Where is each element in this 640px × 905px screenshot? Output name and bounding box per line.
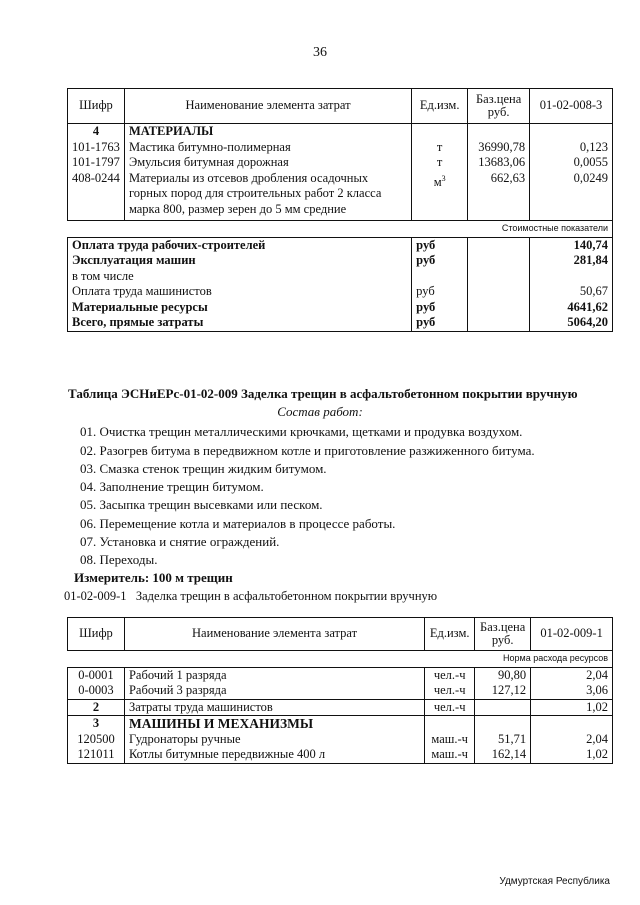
- work-item: 04. Заполнение трещин битумом.: [80, 479, 264, 494]
- table-row: [68, 732, 613, 748]
- work-item: 05. Засыпка трещин высевками или песком.: [80, 497, 323, 512]
- total-row: [68, 253, 613, 269]
- row-name: Мастика битумно-полимерная: [124, 140, 411, 156]
- total-value: 281,84: [530, 253, 613, 269]
- row-unit: т: [412, 140, 468, 156]
- row-value: 0,0055: [530, 155, 613, 171]
- page-number: 36: [313, 45, 327, 60]
- total-unit: руб: [412, 315, 468, 331]
- total-value: 140,74: [530, 237, 613, 253]
- works-title: Состав работ:: [277, 404, 363, 419]
- total-row: [68, 269, 613, 285]
- section-value: 1,02: [531, 699, 613, 716]
- row-name: Гудронаторы ручные: [124, 732, 424, 748]
- section-code: 3: [68, 716, 125, 732]
- meter: Измеритель: 100 м трещин: [74, 570, 233, 585]
- table-row: [68, 667, 613, 683]
- row-code: 0-0003: [68, 683, 125, 699]
- work-item: 07. Установка и снятие ограждений.: [80, 534, 280, 549]
- row-unit: маш.-ч: [425, 747, 475, 763]
- total-row: [68, 237, 613, 253]
- work-item: 02. Разогрев битума в передвижном котле и приготовление разжиженного битума.: [80, 443, 535, 458]
- table-header: [68, 618, 613, 651]
- section-row: [68, 716, 613, 732]
- work-item: 01. Очистка трещин металлическими крючками, щетками и продувка воздухом.: [80, 424, 523, 439]
- section-unit: чел.-ч: [425, 699, 475, 716]
- resource-table-01-02-009-1: [67, 617, 613, 764]
- row-price: 36990,78: [468, 140, 530, 156]
- table-row: [68, 683, 613, 699]
- row-value: 2,04: [531, 667, 613, 683]
- total-unit: руб: [412, 237, 468, 253]
- row-code: 120500: [68, 732, 125, 748]
- work-item: 06. Перемещение котла и материалов в процессе работы.: [80, 516, 396, 531]
- header-unit: Ед.изм.: [425, 618, 475, 651]
- section-code: 4: [68, 124, 125, 140]
- row-price: 127,12: [475, 683, 531, 699]
- total-row: [68, 300, 613, 316]
- table-header: [68, 89, 613, 124]
- section-name: Затраты труда машинистов: [124, 699, 424, 716]
- row-name: Материалы из отсевов дробления осадочных горных пород для строительных работ 2 класса марка 800, размер зерен до 5 мм средние: [124, 171, 411, 221]
- row-name: Эмульсия битумная дорожная: [124, 155, 411, 171]
- row-value: 0,0249: [530, 171, 613, 221]
- work-item: 03. Смазка стенок трещин жидким битумом.: [80, 461, 327, 476]
- cost-label-row: [68, 221, 613, 238]
- work-item: 08. Переходы.: [80, 552, 158, 567]
- total-unit: руб: [412, 300, 468, 316]
- row-name: Котлы битумные передвижные 400 л: [124, 747, 424, 763]
- resource-table-01-02-008-3: [67, 88, 613, 332]
- row-unit: маш.-ч: [425, 732, 475, 748]
- header-unit: Ед.изм.: [412, 89, 468, 124]
- code-line: 01-02-009-1 Заделка трещин в асфальтобетонном покрытии вручную: [64, 589, 438, 603]
- row-value: 3,06: [531, 683, 613, 699]
- row-name: Рабочий 1 разряда: [124, 667, 424, 683]
- row-code: 101-1797: [68, 155, 125, 171]
- table-row: [68, 747, 613, 763]
- total-row: [68, 284, 613, 300]
- row-price: 162,14: [475, 747, 531, 763]
- total-name: Оплата труда рабочих-строителей: [68, 237, 412, 253]
- row-price: 662,63: [468, 171, 530, 221]
- header-price: Баз.цена руб.: [468, 89, 530, 124]
- row-unit: чел.-ч: [425, 667, 475, 683]
- table-row: [68, 171, 613, 221]
- total-name: Всего, прямые затраты: [68, 315, 412, 331]
- table-row: [68, 155, 613, 171]
- total-unit: руб: [412, 253, 468, 269]
- norm-label-row: [68, 651, 613, 668]
- header-code: Шифр: [68, 89, 125, 124]
- table-title: Таблица ЭСНиЕРс-01-02-009 Заделка трещин в асфальтобетонном покрытии вручную: [68, 386, 578, 401]
- header-name: Наименование элемента затрат: [124, 618, 424, 651]
- header-rate-code: 01-02-009-1: [531, 618, 613, 651]
- section-price: [475, 699, 531, 716]
- section-title: МАТЕРИАЛЫ: [124, 124, 411, 140]
- row-code: 0-0001: [68, 667, 125, 683]
- table-row: [68, 140, 613, 156]
- row-price: 13683,06: [468, 155, 530, 171]
- section-row: [68, 699, 613, 716]
- row-name: Рабочий 3 разряда: [124, 683, 424, 699]
- row-code: 121011: [68, 747, 125, 763]
- row-value: 0,123: [530, 140, 613, 156]
- section-code: 2: [68, 699, 125, 716]
- section-title: МАШИНЫ И МЕХАНИЗМЫ: [124, 716, 424, 732]
- total-name: в том числе: [68, 269, 412, 285]
- total-unit: руб: [412, 284, 468, 300]
- total-name: Оплата труда машинистов: [68, 284, 412, 300]
- row-unit: чел.-ч: [425, 683, 475, 699]
- row-unit: т: [412, 155, 468, 171]
- row-value: 2,04: [531, 732, 613, 748]
- cost-indicators-label: Стоимостные показатели: [68, 221, 613, 238]
- header-rate-code: 01-02-008-3: [530, 89, 613, 124]
- total-value: 4641,62: [530, 300, 613, 316]
- header-code: Шифр: [68, 618, 125, 651]
- row-value: 1,02: [531, 747, 613, 763]
- total-row: [68, 315, 613, 331]
- row-price: 51,71: [475, 732, 531, 748]
- total-name: Материальные ресурсы: [68, 300, 412, 316]
- total-value: 50,67: [530, 284, 613, 300]
- row-unit: $м^3$: [412, 171, 468, 221]
- row-code: 408-0244: [68, 171, 125, 221]
- row-code: 101-1763: [68, 140, 125, 156]
- norm-label: Норма расхода ресурсов: [68, 651, 613, 668]
- total-name: Эксплуатация машин: [68, 253, 412, 269]
- header-name: Наименование элемента затрат: [124, 89, 411, 124]
- row-price: 90,80: [475, 667, 531, 683]
- footer-region: Удмуртская Республика: [499, 876, 610, 887]
- header-price: Баз.цена руб.: [475, 618, 531, 651]
- total-value: 5064,20: [530, 315, 613, 331]
- section-row: [68, 124, 613, 140]
